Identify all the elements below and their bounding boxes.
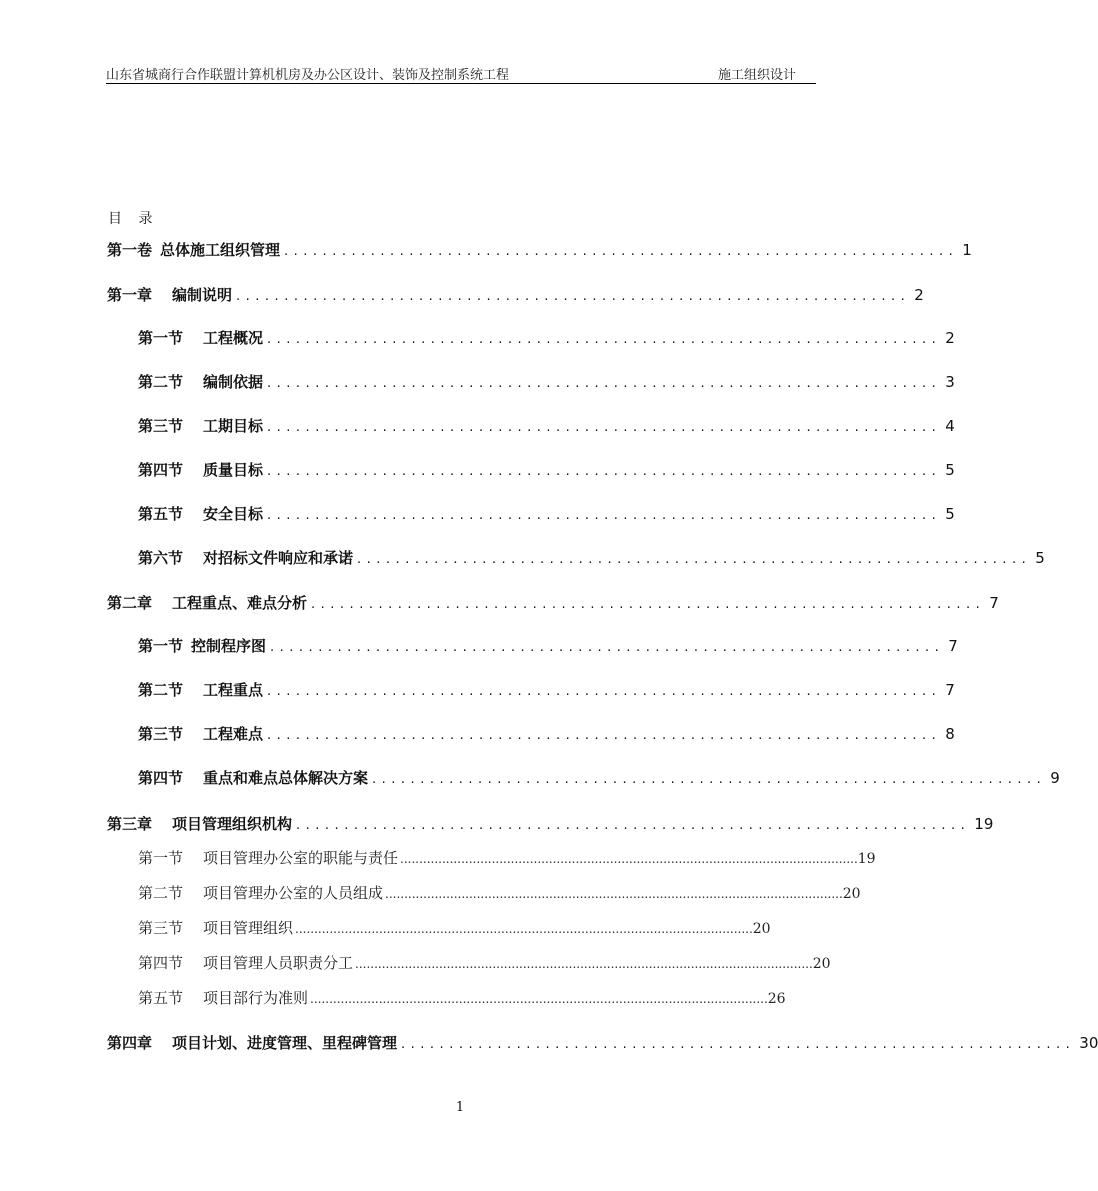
dot-leader: ...................................................................... <box>357 552 1032 567</box>
dot-leader: ...................................................................... <box>401 1037 1076 1052</box>
toc-entry-chapter-2[interactable] <box>107 592 999 613</box>
toc-entry-page: 19 <box>974 815 994 833</box>
page-header <box>106 64 816 84</box>
dot-leader: ........................................................................................................................ <box>385 887 843 901</box>
toc-entry-number: 第三节 <box>138 919 184 937</box>
toc-entry-title: 重点和难点总体解决方案 <box>203 769 369 787</box>
header-project-title: 山东省城商行合作联盟计算机机房及办公区设计、装饰及控制系统工程 <box>106 68 510 83</box>
toc-entry-page: 5 <box>945 461 955 479</box>
toc-entry-number: 第一节 <box>138 849 184 867</box>
toc-entry-title: 项目管理人员职责分工 <box>203 954 354 972</box>
dot-leader: ...................................................................... <box>267 464 942 479</box>
toc-entry-section[interactable] <box>138 767 1060 788</box>
toc-entry-title: 编制说明 <box>172 286 233 304</box>
toc-entry-page: 19 <box>857 851 876 867</box>
toc-entry-section[interactable] <box>138 987 786 1008</box>
toc-entry-number: 第一节 <box>138 637 184 655</box>
toc-entry-chapter-4[interactable] <box>107 1032 1098 1053</box>
toc-entry-section[interactable] <box>138 371 955 392</box>
toc-entry-title: 项目管理办公室的人员组成 <box>203 884 384 902</box>
toc-entry-title: 工期目标 <box>203 417 264 435</box>
toc-entry-title: 总体施工组织管理 <box>160 241 281 259</box>
toc-entry-title: 编制依据 <box>203 373 264 391</box>
toc-entry-title: 质量目标 <box>203 461 264 479</box>
toc-entry-page: 7 <box>989 594 999 612</box>
dot-leader: ...................................................................... <box>311 597 986 612</box>
dot-leader: ...................................................................... <box>372 772 1047 787</box>
dot-leader: ........................................................................................................................ <box>355 957 813 971</box>
toc-entry-section[interactable] <box>138 917 771 938</box>
dot-leader: ...................................................................... <box>267 332 942 347</box>
dot-leader: ........................................................................................................................ <box>295 922 753 936</box>
toc-entry-number: 第三节 <box>138 725 184 743</box>
dot-leader: ...................................................................... <box>267 728 942 743</box>
dot-leader: ...................................................................... <box>267 420 942 435</box>
dot-leader: ........................................................................................................................ <box>310 992 768 1006</box>
dot-leader: ........................................................................................................................ <box>400 852 858 866</box>
toc-entry-title: 控制程序图 <box>191 637 267 655</box>
toc-entry-section[interactable] <box>138 679 955 700</box>
toc-entry-title: 工程重点、难点分析 <box>172 594 308 612</box>
dot-leader: ...................................................................... <box>267 376 942 391</box>
toc-entry-number: 第一节 <box>138 329 184 347</box>
toc-entry-section[interactable] <box>138 547 1045 568</box>
toc-entry-page: 20 <box>842 886 861 902</box>
toc-entry-section[interactable] <box>138 952 831 973</box>
toc-entry-page: 5 <box>1035 549 1045 567</box>
toc-entry-page: 26 <box>767 991 786 1007</box>
toc-entry-chapter-1[interactable] <box>107 284 924 305</box>
toc-entry-title: 安全目标 <box>203 505 264 523</box>
toc-entry-section[interactable] <box>138 723 955 744</box>
toc-entry-section[interactable] <box>138 327 955 348</box>
toc-entry-number: 第四节 <box>138 461 184 479</box>
toc-entry-number: 第二节 <box>138 681 184 699</box>
dot-leader: ...................................................................... <box>236 289 911 304</box>
toc-entry-page: 20 <box>812 956 831 972</box>
toc-entry-chapter-3[interactable] <box>107 813 994 834</box>
toc-entry-page: 7 <box>948 637 958 655</box>
toc-entry-page: 5 <box>945 505 955 523</box>
dot-leader: ...................................................................... <box>267 684 942 699</box>
toc-entry-page: 2 <box>914 286 924 304</box>
toc-entry-title: 项目管理组织 <box>203 919 294 937</box>
toc-entry-number: 第五节 <box>138 505 184 523</box>
toc-entry-number: 第二节 <box>138 373 184 391</box>
toc-entry-title: 工程难点 <box>203 725 264 743</box>
toc-entry-title: 项目部行为准则 <box>203 989 309 1007</box>
toc-entry-title: 工程重点 <box>203 681 264 699</box>
toc-entry-number: 第三章 <box>107 815 153 833</box>
toc-entry-title: 对招标文件响应和承诺 <box>203 549 354 567</box>
toc-entry-title: 项目计划、进度管理、里程碑管理 <box>172 1034 398 1052</box>
toc-entry-number: 第六节 <box>138 549 184 567</box>
toc-entry-page: 8 <box>945 725 955 743</box>
toc-entry-page: 2 <box>945 329 955 347</box>
toc-heading: 目 录 <box>108 211 159 227</box>
dot-leader: ...................................................................... <box>270 640 945 655</box>
toc-entry-number: 第三节 <box>138 417 184 435</box>
header-doc-type: 施工组织设计 <box>717 68 796 83</box>
page-number: 1 <box>455 1100 465 1115</box>
toc-entry-number: 第四章 <box>107 1034 153 1052</box>
toc-entry-section[interactable] <box>138 503 955 524</box>
toc-entry-page: 30 <box>1079 1034 1098 1052</box>
toc-entry-title: 项目管理办公室的职能与责任 <box>203 849 399 867</box>
toc-entry-number: 第二节 <box>138 884 184 902</box>
toc-entry-section[interactable] <box>138 415 955 436</box>
toc-entry-title: 工程概况 <box>203 329 264 347</box>
toc-entry-number: 第二章 <box>107 594 153 612</box>
toc-entry-number: 第一章 <box>107 286 153 304</box>
toc-entry-page: 3 <box>945 373 955 391</box>
toc-entry-section[interactable] <box>138 459 955 480</box>
toc-entry-title: 项目管理组织机构 <box>172 815 293 833</box>
toc-entry-number: 第四节 <box>138 954 184 972</box>
toc-entry-volume-1[interactable] <box>107 239 972 260</box>
dot-leader: ...................................................................... <box>296 818 971 833</box>
toc-entry-section[interactable] <box>138 882 861 903</box>
toc-entry-number: 第四节 <box>138 769 184 787</box>
toc-entry-page: 9 <box>1050 769 1060 787</box>
toc-entry-page: 7 <box>945 681 955 699</box>
toc-entry-section[interactable] <box>138 847 876 868</box>
toc-entry-section[interactable] <box>138 635 958 656</box>
toc-entry-page: 4 <box>945 417 955 435</box>
toc-entry-number: 第一卷 <box>107 241 153 259</box>
toc-entry-page: 1 <box>962 241 972 259</box>
toc-entry-page: 20 <box>752 921 771 937</box>
toc-entry-number: 第五节 <box>138 989 184 1007</box>
dot-leader: ...................................................................... <box>284 244 959 259</box>
dot-leader: ...................................................................... <box>267 508 942 523</box>
